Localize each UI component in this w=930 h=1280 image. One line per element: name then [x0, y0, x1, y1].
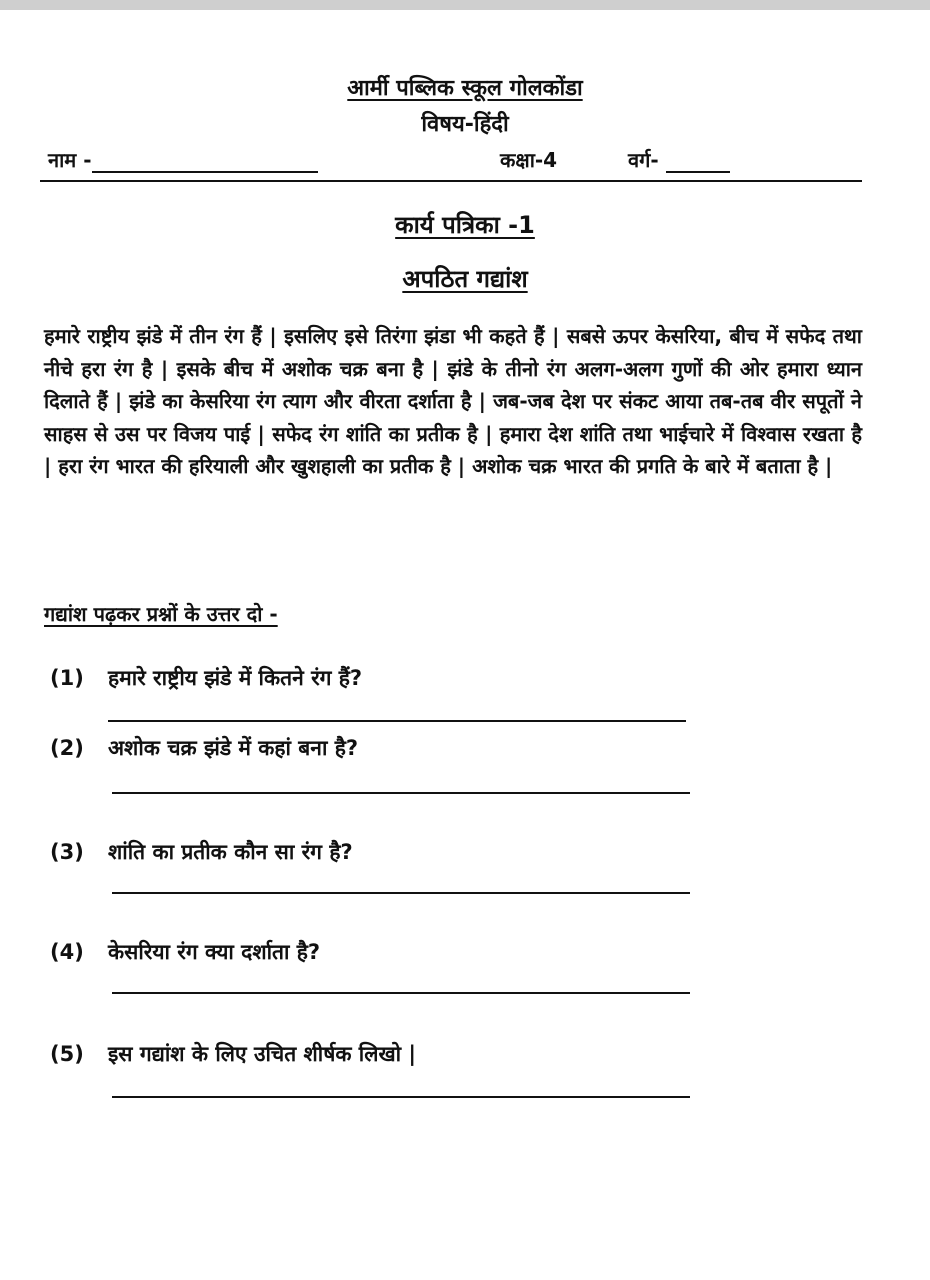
question-number: (2): [50, 736, 84, 760]
name-field: [48, 146, 318, 173]
answer-line-1[interactable]: [108, 720, 686, 722]
passage-text: हमारे राष्ट्रीय झंडे में तीन रंग हैं | इसलिए इसे तिरंगा झंडा भी कहते हैं | सबसे ऊपर केसरिया, बीच में सफेद तथा नीचे हरा रंग है | इसके बीच में अशोक चक्र बना है | झंडे के तीनो रंग अलग-अलग गुणों की ओर हमारा ध्यान दिलाते हैं | झंडे का केसरिया रंग त्याग और वीरता दर्शाता है | जब-जब देश पर संकट आया तब-तब वीर सपूतों ने साहस से उस पर विजय पाई | सफेद रंग शांति का प्रतीक है | हमारा देश शांति तथा भाईचारे में विश्वास रखता है | हरा रंग भारत की हरियाली और खुशहाली का प्रतीक है | अशोक चक्र भारत की प्रगति के बारे में बताता है |: [44, 324, 862, 478]
question-3: [50, 838, 353, 866]
section-blank[interactable]: [666, 153, 730, 173]
question-2: [50, 734, 358, 762]
section-label: वर्ग-: [628, 148, 659, 172]
question-number: (3): [50, 840, 84, 864]
worksheet-title: कार्य पत्रिका -1: [395, 211, 535, 239]
question-number: (4): [50, 940, 84, 964]
answer-line-3[interactable]: [112, 892, 690, 894]
question-text: हमारे राष्ट्रीय झंडे में कितने रंग हैं?: [108, 666, 363, 690]
name-blank[interactable]: [92, 153, 318, 173]
question-5: [50, 1040, 416, 1068]
answer-line-2[interactable]: [112, 792, 690, 794]
question-1: [50, 664, 362, 692]
class-label: कक्षा-4: [500, 148, 558, 172]
header-divider: [40, 180, 862, 182]
section-field: [628, 146, 730, 173]
top-edge-bar: [0, 0, 930, 10]
name-label: नाम -: [48, 148, 92, 172]
question-text: केसरिया रंग क्या दर्शाता है?: [108, 940, 321, 964]
question-number: (1): [50, 666, 84, 690]
subject-label: विषय-हिंदी: [421, 112, 509, 137]
question-text: अशोक चक्र झंडे में कहां बना है?: [108, 736, 359, 760]
question-text: इस गद्यांश के लिए उचित शीर्षक लिखो |: [108, 1042, 417, 1066]
school-name: आर्मी पब्लिक स्कूल गोलकोंडा: [347, 76, 583, 101]
worksheet-subtitle: अपठित गद्यांश: [402, 265, 528, 293]
question-text: शांति का प्रतीक कौन सा रंग है?: [108, 840, 353, 864]
questions-heading: गद्यांश पढ़कर प्रश्नों के उत्तर दो -: [44, 602, 278, 626]
answer-line-4[interactable]: [112, 992, 690, 994]
answer-line-5[interactable]: [112, 1096, 690, 1098]
question-4: [50, 938, 320, 966]
question-number: (5): [50, 1042, 84, 1066]
